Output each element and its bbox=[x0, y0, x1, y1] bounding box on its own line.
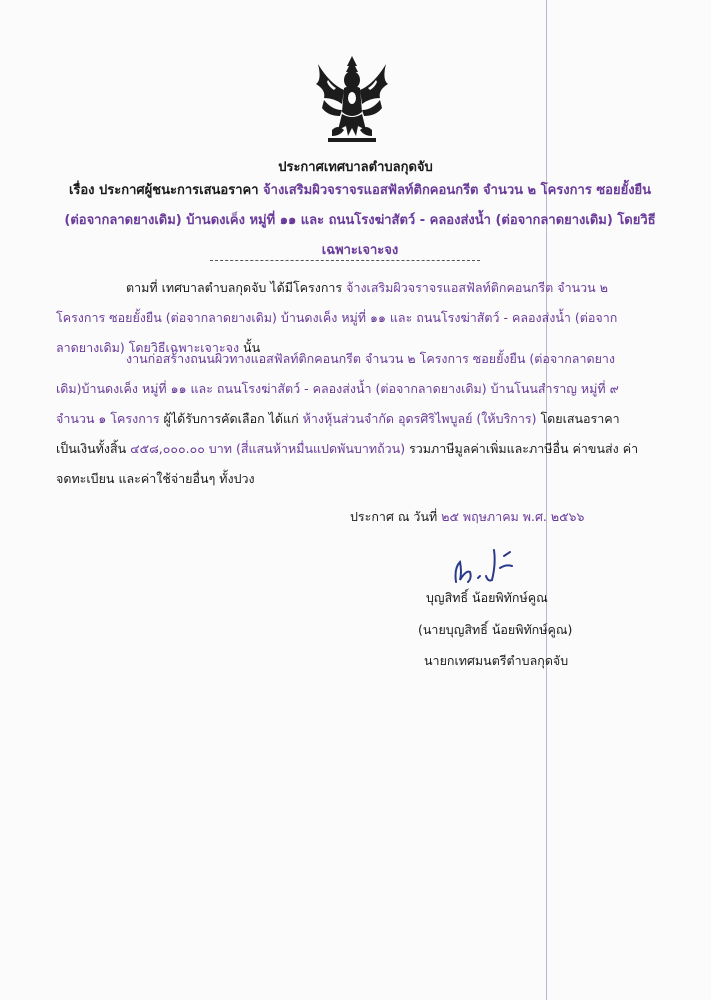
paragraph2-tail: รวมภาษีมูลค่าเพิ่มและภาษีอื่น ค่าขนส่ง ค่าจดทะเบียน และค่าใช้จ่ายอื่นๆ ทั้งปวง bbox=[56, 441, 639, 486]
announce-date: ๒๕ พฤษภาคม พ.ศ. ๒๕๖๖ bbox=[437, 509, 585, 524]
paragraph1-lead: ตามที่ เทศบาลตำบลกุดจับ ได้มีโครงการ bbox=[126, 280, 343, 295]
paragraph2-amount: ๔๕๘,๐๐๐.๐๐ บาท (สี่แสนห้าหมื่นแปดพันบาทถ้วน) bbox=[126, 441, 406, 456]
paragraph2-offer: โดยเสนอราคา เป็นเงินทั้งสิ้น bbox=[56, 411, 620, 456]
paragraph2-project: งานก่อสร้างถนนผิวทางแอสฟัลท์ติกคอนกรีต จำนวน ๒ โครงการ ซอยยั้งยืน (ต่อจากลาดยางเดิม)บ้านดงเค็ง หมู่ที่ ๑๑ และ ถนนโรงฆ่าสัตว์ - คลองส่งน้ำ (ต่อจากลาดยางเดิม) บ้านโนนสำราญ หมู่ที่ ๙ จำนวน ๑ โครงการ bbox=[56, 351, 619, 426]
dashed-divider bbox=[210, 260, 480, 261]
paragraph2-vendor: ห้างหุ้นส่วนจำกัด อุดรศิริไพบูลย์ (ให้บริการ) bbox=[298, 411, 537, 426]
garuda-emblem-icon bbox=[302, 50, 402, 150]
signer-name: บุญสิทธิ์ น้อยพิทักษ์คูณ bbox=[426, 590, 548, 605]
announce-label: ประกาศ ณ วันที่ bbox=[350, 509, 438, 524]
document-title: ประกาศเทศบาลตำบลกุดจับ bbox=[278, 160, 433, 175]
paragraph1-project: จ้างเสริมผิวจราจรแอสฟัลท์ติกคอนกรีต จำนวน ๒ โครงการ ซอยยั้งยืน (ต่อจากลาดยางเดิม) บ้านดงเค็ง หมู่ที่ ๑๑ และ ถนนโรงฆ่าสัตว์ - คลองส่งน้ำ (ต่อจากลาดยางเดิม) โดยวิธีเฉพาะเจาะจง bbox=[56, 280, 618, 355]
subject-text: จ้างเสริมผิวจราจรแอสฟัลท์ติกคอนกรีต จำนวน ๒ โครงการ ซอยยั้งยืน (ต่อจากลาดยางเดิม) บ้านดงเค็ง หมู่ที่ ๑๑ และ ถนนโรงฆ่าสัตว์ - คลองส่งน้ำ (ต่อจากลาดยางเดิม) โดยวิธีเฉพาะเจาะจง bbox=[64, 183, 656, 258]
paragraph-award bbox=[56, 344, 641, 494]
subject-label: เรื่อง ประกาศผู้ชนะการเสนอราคา bbox=[68, 183, 259, 198]
paragraph1-tail: นั้น bbox=[239, 340, 261, 355]
announce-date-line bbox=[350, 507, 584, 527]
signer-full-name: (นายบุญสิทธิ์ น้อยพิทักษ์คูณ) bbox=[418, 622, 573, 637]
scan-edge-line bbox=[546, 0, 547, 1000]
signature-mark bbox=[448, 542, 538, 592]
document-subject bbox=[60, 176, 660, 266]
paragraph2-selected: ผู้ได้รับการคัดเลือก ได้แก่ bbox=[159, 411, 299, 426]
signer-position: นายกเทศมนตรีตำบลกุดจับ bbox=[424, 653, 569, 668]
